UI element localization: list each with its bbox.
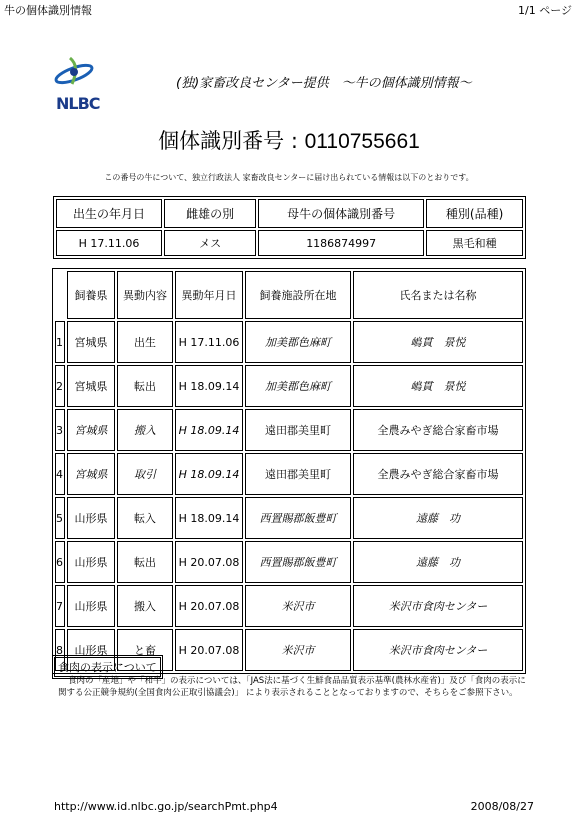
footer-url: http://www.id.nlbc.go.jp/searchPmt.php4 — [54, 800, 278, 813]
row-number: 7 — [55, 585, 65, 627]
prefecture: 宮城県 — [67, 453, 115, 495]
movement-date: H 18.09.14 — [175, 497, 243, 539]
movement-date: H 20.07.08 — [175, 541, 243, 583]
prefecture: 宮城県 — [67, 409, 115, 451]
mother-id: 1186874997 — [258, 230, 424, 256]
header-owner-name: 氏名または名称 — [353, 271, 523, 319]
movement: 転入 — [117, 497, 173, 539]
prefecture: 山形県 — [67, 585, 115, 627]
row-number: 1 — [55, 321, 65, 363]
row-number: 2 — [55, 365, 65, 407]
owner-name: 嶋貫 景悦 — [353, 321, 523, 363]
prefecture: 山形県 — [67, 541, 115, 583]
movement-date: H 20.07.08 — [175, 629, 243, 671]
header-movement-date: 異動年月日 — [175, 271, 243, 319]
owner-name: 全農みやぎ総合家畜市場 — [353, 409, 523, 451]
prefecture: 山形県 — [67, 629, 115, 671]
table-header-row — [56, 199, 523, 228]
header-facility-location: 飼養施設所在地 — [245, 271, 351, 319]
breed: 黒毛和種 — [426, 230, 523, 256]
row-number: 8 — [55, 629, 65, 671]
owner-name: 全農みやぎ総合家畜市場 — [353, 453, 523, 495]
notice-title: 食肉の表示について — [54, 657, 161, 677]
movement: と畜 — [117, 629, 173, 671]
facility-location: 加美郡色麻町 — [245, 365, 351, 407]
title-label: 個体識別番号 : — [158, 129, 305, 153]
intro-text: この番号の牛について、独立行政法人 家畜改良センターに届け出られている情報は以下のとおりです。 — [104, 173, 474, 182]
movement-date: H 18.09.14 — [175, 365, 243, 407]
header-sex: 雌雄の別 — [164, 199, 256, 228]
subtitle: (独)家畜改良センター提供 ～牛の個体識別情報～ — [176, 76, 472, 91]
facility-location: 加美郡色麻町 — [245, 321, 351, 363]
owner-name: 嶋貫 景悦 — [353, 365, 523, 407]
movement: 転出 — [117, 541, 173, 583]
table-row — [55, 409, 523, 451]
table-row — [55, 365, 523, 407]
cattle-info-table — [53, 196, 526, 259]
movement-history-table — [52, 268, 526, 674]
notice-body: 食肉の「産地」や「和牛」の表示については、「JAS法に基づく生鮮食品品質表示基準(農林水産省)」及び「食肉の表示に関する公正競争規約(全国食肉公正取引協議会)」 により表示されることとなっておりますので、そちらをご参照下さい。 — [58, 676, 526, 698]
header-prefecture: 飼養県 — [67, 271, 115, 319]
prefecture: 宮城県 — [67, 321, 115, 363]
page-title — [0, 125, 578, 155]
movement-date: H 18.09.14 — [175, 409, 243, 451]
row-number: 6 — [55, 541, 65, 583]
header-row-number — [55, 271, 65, 319]
movement-date: H 20.07.08 — [175, 585, 243, 627]
header-movement: 異動内容 — [117, 271, 173, 319]
header-mother-id: 母牛の個体識別番号 — [258, 199, 424, 228]
page-header-title: 牛の個体識別情報 — [4, 4, 92, 17]
individual-id-number: 0110755661 — [304, 130, 420, 153]
movement-date: H 17.11.06 — [175, 321, 243, 363]
table-row — [55, 541, 523, 583]
facility-location: 遠田郡美里町 — [245, 453, 351, 495]
table-row — [56, 230, 523, 256]
owner-name: 遠藤 功 — [353, 541, 523, 583]
movement: 取引 — [117, 453, 173, 495]
page-number: 1/1 ページ — [518, 4, 572, 17]
prefecture: 宮城県 — [67, 365, 115, 407]
owner-name: 米沢市食肉センター — [353, 585, 523, 627]
facility-location: 米沢市 — [245, 629, 351, 671]
prefecture: 山形県 — [67, 497, 115, 539]
row-number: 3 — [55, 409, 65, 451]
table-row — [55, 497, 523, 539]
facility-location: 西置賜郡飯豊町 — [245, 497, 351, 539]
movement-date: H 18.09.14 — [175, 453, 243, 495]
table-row — [55, 453, 523, 495]
owner-name: 米沢市食肉センター — [353, 629, 523, 671]
table-header-row — [55, 271, 523, 319]
header-breed: 種別(品種) — [426, 199, 523, 228]
row-number: 4 — [55, 453, 65, 495]
sex: メス — [164, 230, 256, 256]
facility-location: 米沢市 — [245, 585, 351, 627]
owner-name: 遠藤 功 — [353, 497, 523, 539]
facility-location: 西置賜郡飯豊町 — [245, 541, 351, 583]
table-row — [55, 585, 523, 627]
movement: 転出 — [117, 365, 173, 407]
movement: 搬入 — [117, 585, 173, 627]
birth-date: H 17.11.06 — [56, 230, 162, 256]
logo-text: NLBC — [56, 94, 100, 113]
movement: 搬入 — [117, 409, 173, 451]
header-birth-date: 出生の年月日 — [56, 199, 162, 228]
footer-date: 2008/08/27 — [470, 800, 534, 813]
table-row — [55, 321, 523, 363]
movement: 出生 — [117, 321, 173, 363]
facility-location: 遠田郡美里町 — [245, 409, 351, 451]
row-number: 5 — [55, 497, 65, 539]
